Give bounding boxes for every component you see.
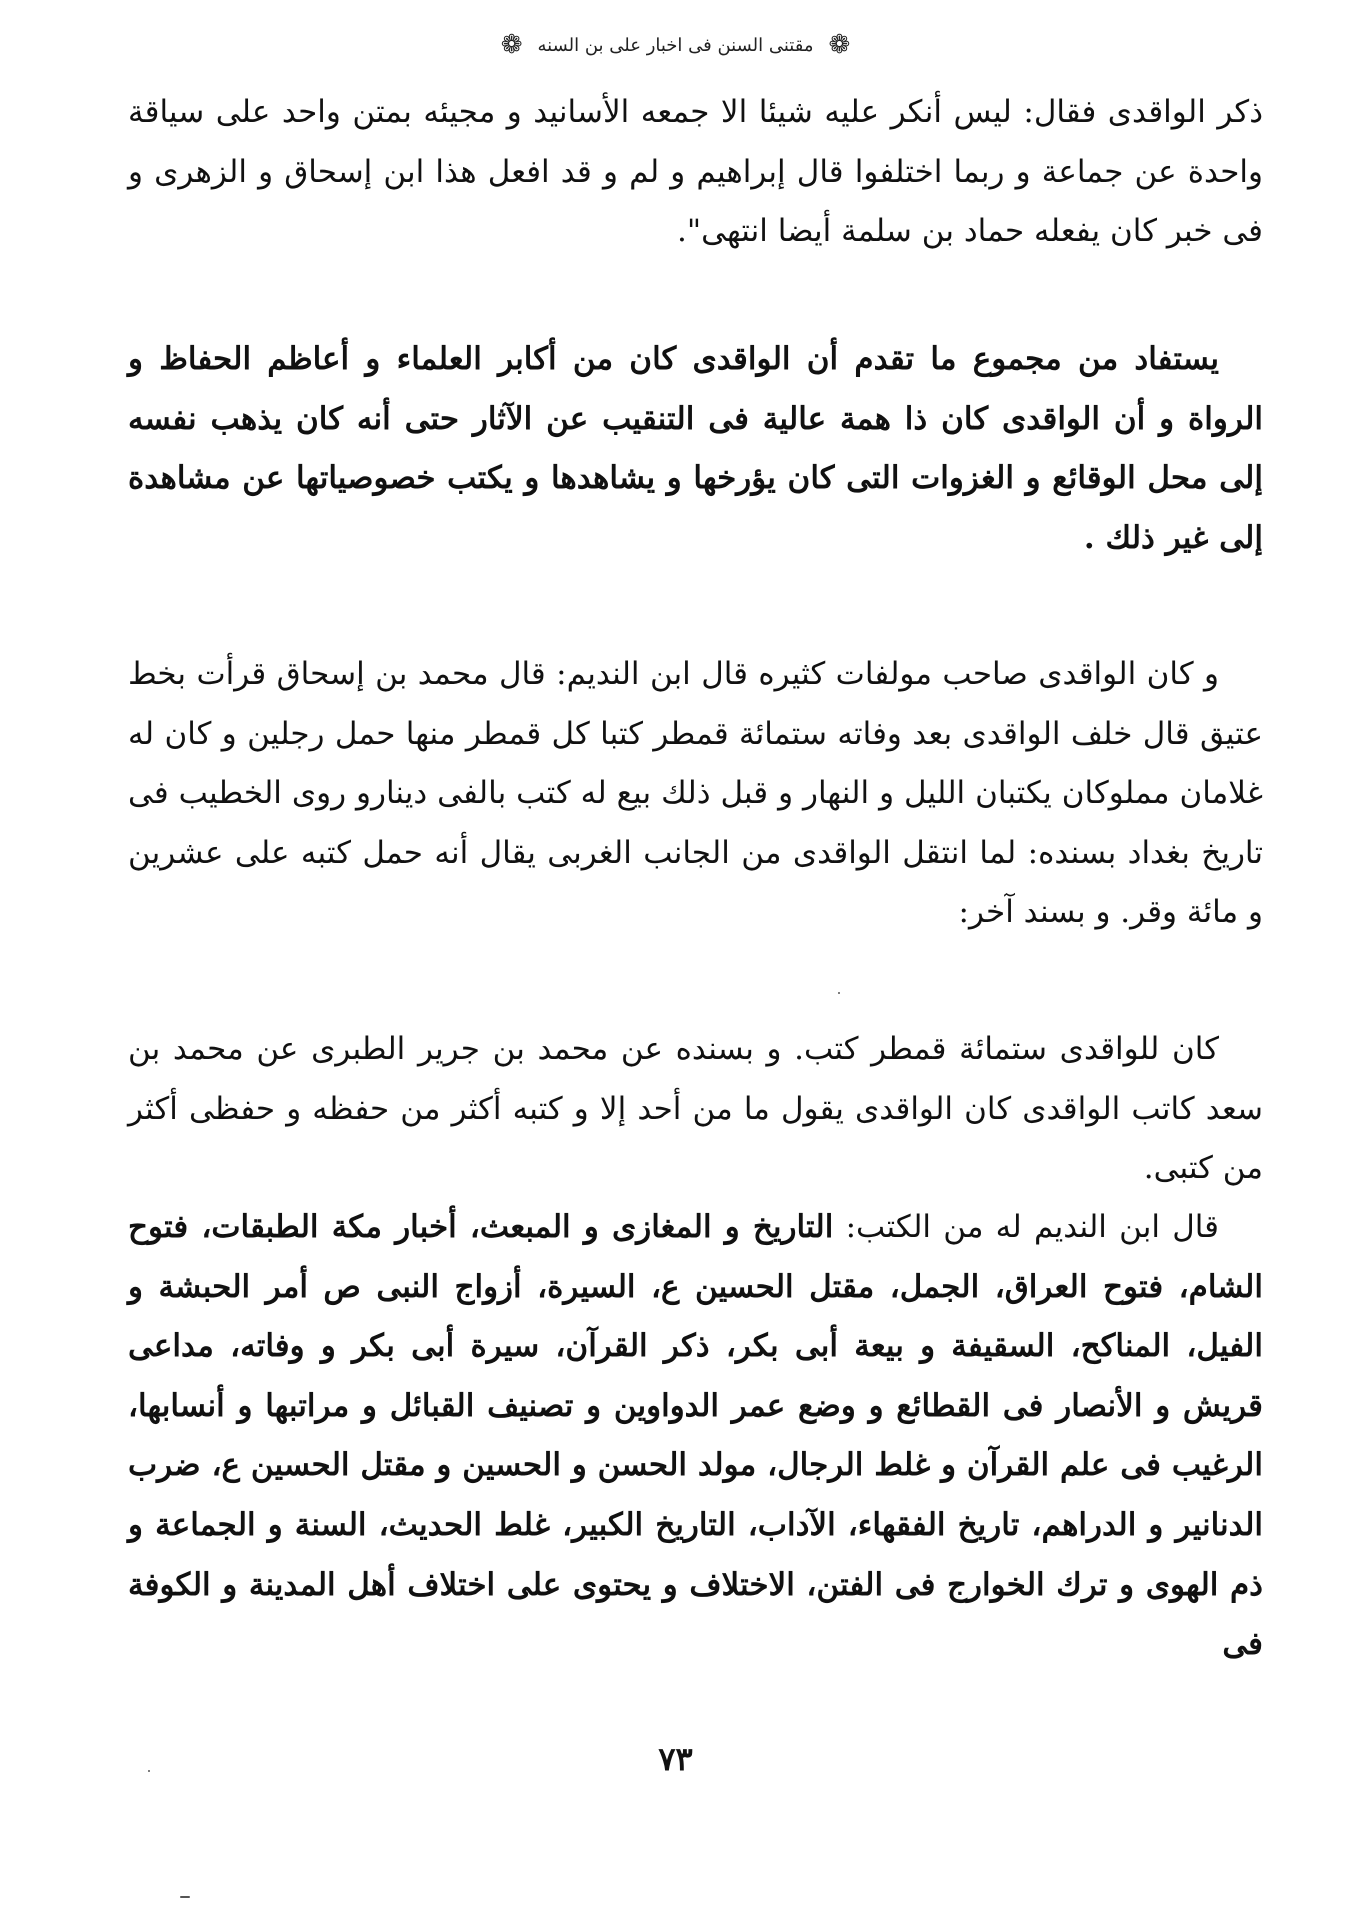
paragraph-5-intro: قال ابن النديم له من الكتب: [833,1209,1219,1245]
running-header [0,30,1351,60]
paragraph-5 [128,1198,1263,1675]
paragraph-5-book-list: التاريخ و المغازى و المبعث، أخبار مكة الطبقات، فتوح الشام، فتوح العراق، الجمل، مقتل الحسين ع، السيرة، أزواج النبى ص أمر الحبشة و الفيل، المناكح، السقيفة و بيعة أبى بكر، ذكر القرآن، سيرة أبى بكر و وفاته، مداعى قريش و الأنصار فى القطائع و وضع عمر الدواوين و تصنيف القبائل و مراتبها و أنسابها، الرغيب فى علم القرآن و غلط الرجال، مولد الحسن و الحسين و مقتل الحسين ع، ضرب الدنانير و الدراهم، تاريخ الفقهاء، الآداب، التاريخ الكبير، غلط الحديث، السنة و الجماعة و ذم الهوى و ترك الخوارج فى الفتن، الاختلاف و يحتوى على اختلاف أهل المدينة و الكوفة فى [128,1209,1263,1663]
page-number: ٧٣ [658,1740,693,1778]
running-header-title: مقتنی السنن فی اخبار علی بن السنه [537,34,814,56]
scan-speck [838,992,840,994]
ornament-right-icon: ❁ [828,30,851,60]
scan-speck [180,1896,190,1898]
paragraph-2: يستفاد من مجموع ما تقدم أن الواقدى كان من أكابر العلماء و أعاظم الحفاظ و الرواة و أن الواقدى كان ذا همة عالية فى التنقيب عن الآثار حتى أنه كان يذهب نفسه إلى محل الوقائع و الغزوات التى كان يؤرخها و يشاهدها و يكتب خصوصياتها عن مشاهدة إلى غير ذلك . [128,341,1263,556]
scan-speck [148,1770,150,1772]
paragraph-1: ذكر الواقدى فقال: ليس أنكر عليه شيئا الا جمعه الأسانيد و مجيئه بمتن واحد على سياقة واحدة عن جماعة و ربما اختلفوا قال إبراهيم و لم و قد افعل هذا ابن إسحاق و الزهرى و فى خبر كان يفعله حماد بن سلمة أيضا انتهى". [128,94,1263,250]
ornament-left-icon: ❁ [500,30,523,60]
paragraph-3: و كان الواقدى صاحب مولفات كثيره قال ابن النديم: قال محمد بن إسحاق قرأت بخط عتيق قال خلف الواقدى بعد وفاته ستمائة قمطر كتبا كل قمطر منها حمل رجلين و كان له غلامان مملوكان يكتبان الليل و النهار و قبل ذلك بيع له كتب بالفى دينارو روى الخطيب فى تاريخ بغداد بسنده: لما انتقل الواقدى من الجانب الغربى يقال أنه حمل كتبه على عشرين و مائة وقر. و بسند آخر: [128,656,1263,931]
paragraph-4: كان للواقدى ستمائة قمطر كتب. و بسنده عن محمد بن جرير الطبرى عن محمد بن سعد كاتب الواقدى كان الواقدى يقول ما من أحد إلا و كتبه أكثر من حفظه و حفظى أكثر من كتبى. [128,1031,1263,1187]
